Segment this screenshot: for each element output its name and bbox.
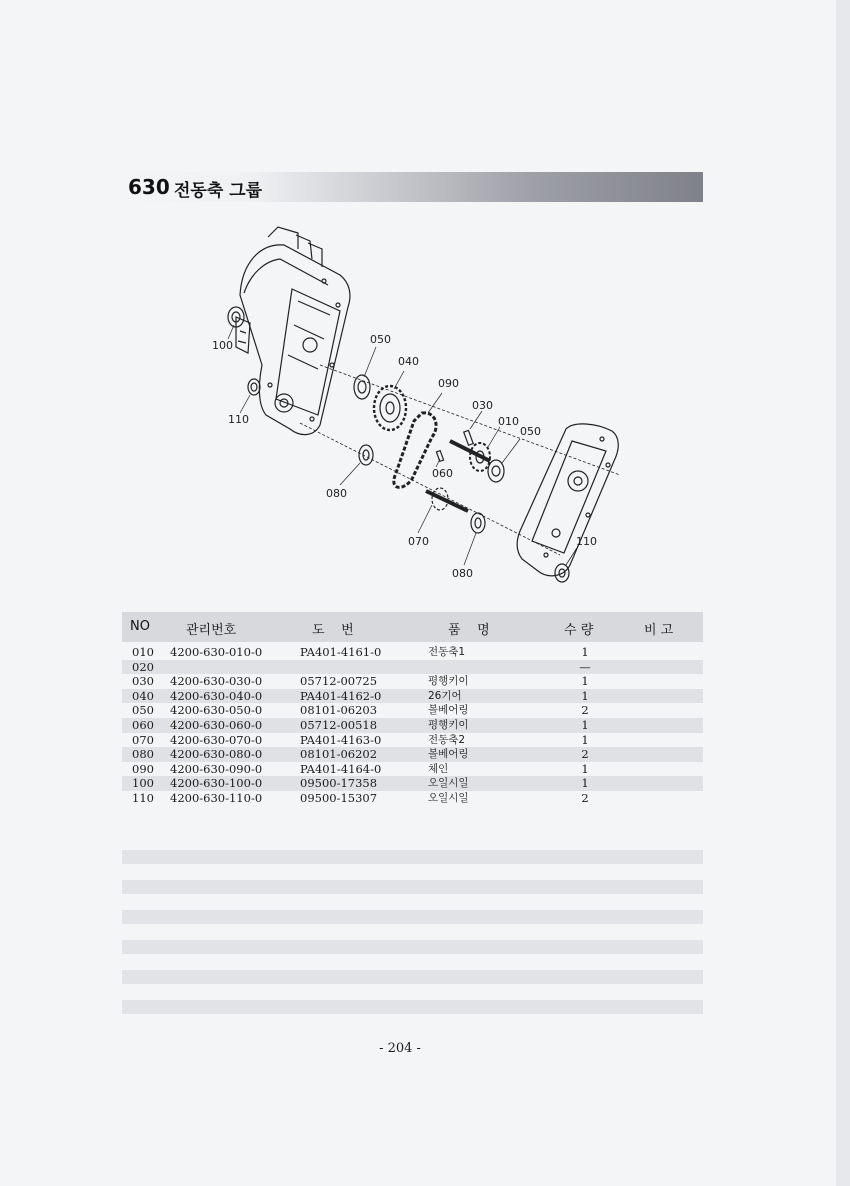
row-part-name: 평행키이: [428, 718, 469, 731]
callout-050-upper: 050: [370, 333, 391, 346]
table-row: [122, 645, 703, 660]
row-part-name: 오일시일: [428, 777, 469, 790]
header-drawing-number: 도 번: [312, 623, 354, 638]
part-050-ball-bearing-upper: [354, 375, 370, 399]
right-cover: [517, 424, 618, 576]
row-quantity: 2: [581, 747, 589, 762]
row-management-number: 4200-630-100-0: [170, 776, 263, 791]
row-management-number: 4200-630-040-0: [170, 688, 263, 703]
row-drawing-number: PA401-4164-0: [300, 761, 382, 776]
row-no: 050: [132, 703, 154, 718]
header-quantity: 수 량: [564, 623, 594, 638]
row-no: 060: [132, 717, 154, 732]
parts-table-header: [122, 612, 703, 642]
section-code: 630: [128, 175, 170, 199]
section-title: 전동축 그룹: [174, 181, 263, 201]
row-quantity: 1: [581, 776, 589, 791]
row-part-name: 전동축2: [428, 733, 466, 746]
part-070-drive-shaft-2: [426, 488, 468, 511]
row-management-number: 4200-630-060-0: [170, 717, 263, 732]
row-no: 030: [132, 674, 154, 689]
row-part-name: 평행키이: [428, 675, 469, 688]
part-110-oil-seal-left: [248, 379, 260, 395]
part-030-parallel-key: [464, 430, 473, 445]
row-no: 110: [132, 790, 154, 805]
row-drawing-number: 05712-00725: [300, 674, 378, 689]
callout-050-lower: 050: [520, 425, 541, 438]
section-header: [122, 172, 703, 202]
callout-010: 010: [498, 415, 519, 428]
part-080-ball-bearing-upper: [359, 445, 373, 465]
parts-table-body: [122, 645, 703, 806]
row-drawing-number: 09500-15307: [300, 790, 378, 805]
table-row: [122, 689, 703, 704]
empty-table-band: [122, 1000, 703, 1014]
header-management-number: 관리번호: [186, 623, 237, 638]
row-quantity: 1: [581, 717, 589, 732]
empty-table-band: [122, 910, 703, 924]
callout-100: 100: [212, 339, 233, 352]
callout-090: 090: [438, 377, 459, 390]
row-drawing-number: 08101-06202: [300, 747, 378, 762]
table-row: [122, 733, 703, 748]
row-quantity: 1: [581, 688, 589, 703]
row-no: 070: [132, 732, 154, 747]
row-quantity: 1: [581, 761, 589, 776]
row-quantity: 2: [581, 790, 589, 805]
row-quantity: 1: [581, 645, 589, 659]
row-part-name: 볼베어링: [428, 704, 469, 717]
callout-110-right: 110: [576, 535, 597, 548]
row-quantity: —: [579, 659, 591, 674]
callout-030: 030: [472, 399, 493, 412]
row-part-name: 26기어: [428, 689, 462, 702]
row-management-number: 4200-630-110-0: [170, 790, 263, 805]
header-no: NO: [130, 619, 150, 634]
table-row: [122, 674, 703, 689]
empty-table-band: [122, 850, 703, 864]
table-row: [122, 776, 703, 791]
table-row: [122, 660, 703, 675]
callout-040: 040: [398, 355, 419, 368]
header-remarks: 비 고: [644, 623, 674, 638]
row-management-number: 4200-630-090-0: [170, 761, 263, 776]
callout-110-left: 110: [228, 413, 249, 426]
row-quantity: 1: [581, 732, 589, 747]
row-part-name: 전동축1: [428, 646, 466, 658]
table-row: [122, 747, 703, 762]
table-row: [122, 703, 703, 718]
row-no: 080: [132, 747, 154, 762]
empty-table-band: [122, 940, 703, 954]
row-management-number: 4200-630-050-0: [170, 703, 263, 718]
row-drawing-number: 05712-00518: [300, 717, 378, 732]
row-drawing-number: PA401-4162-0: [300, 688, 382, 703]
row-drawing-number: 08101-06203: [300, 703, 378, 718]
left-housing: [236, 227, 350, 435]
row-no: 090: [132, 761, 154, 776]
empty-table-band: [122, 970, 703, 984]
table-row: [122, 762, 703, 777]
row-drawing-number: PA401-4163-0: [300, 732, 382, 747]
row-part-name: 체인: [428, 762, 449, 775]
part-050-ball-bearing-lower: [488, 460, 504, 482]
part-040-gear: [374, 386, 406, 430]
table-row: [122, 791, 703, 806]
row-drawing-number: 09500-17358: [300, 776, 378, 791]
row-no: 010: [132, 645, 154, 659]
page-number: - 204 -: [379, 1041, 421, 1056]
row-no: 040: [132, 688, 154, 703]
row-no: 100: [132, 776, 154, 791]
exploded-parts-diagram: [200, 215, 640, 590]
table-row: [122, 718, 703, 733]
row-no: 020: [132, 659, 154, 674]
row-management-number: 4200-630-010-0: [170, 645, 263, 659]
part-010-drive-shaft-1: [450, 441, 490, 471]
empty-table-band: [122, 880, 703, 894]
row-part-name: 볼베어링: [428, 748, 469, 761]
callout-070: 070: [408, 535, 429, 548]
row-management-number: 4200-630-080-0: [170, 747, 263, 762]
header-part-name: 품 명: [448, 623, 490, 638]
callout-080-upper: 080: [326, 487, 347, 500]
callout-080-lower: 080: [452, 567, 473, 580]
callout-060: 060: [432, 467, 453, 480]
row-management-number: 4200-630-070-0: [170, 732, 263, 747]
row-quantity: 2: [581, 703, 589, 718]
row-part-name: 오일시일: [428, 791, 469, 804]
row-quantity: 1: [581, 674, 589, 689]
part-080-ball-bearing-lower: [471, 513, 485, 533]
row-drawing-number: PA401-4161-0: [300, 645, 382, 659]
row-management-number: 4200-630-030-0: [170, 674, 263, 689]
